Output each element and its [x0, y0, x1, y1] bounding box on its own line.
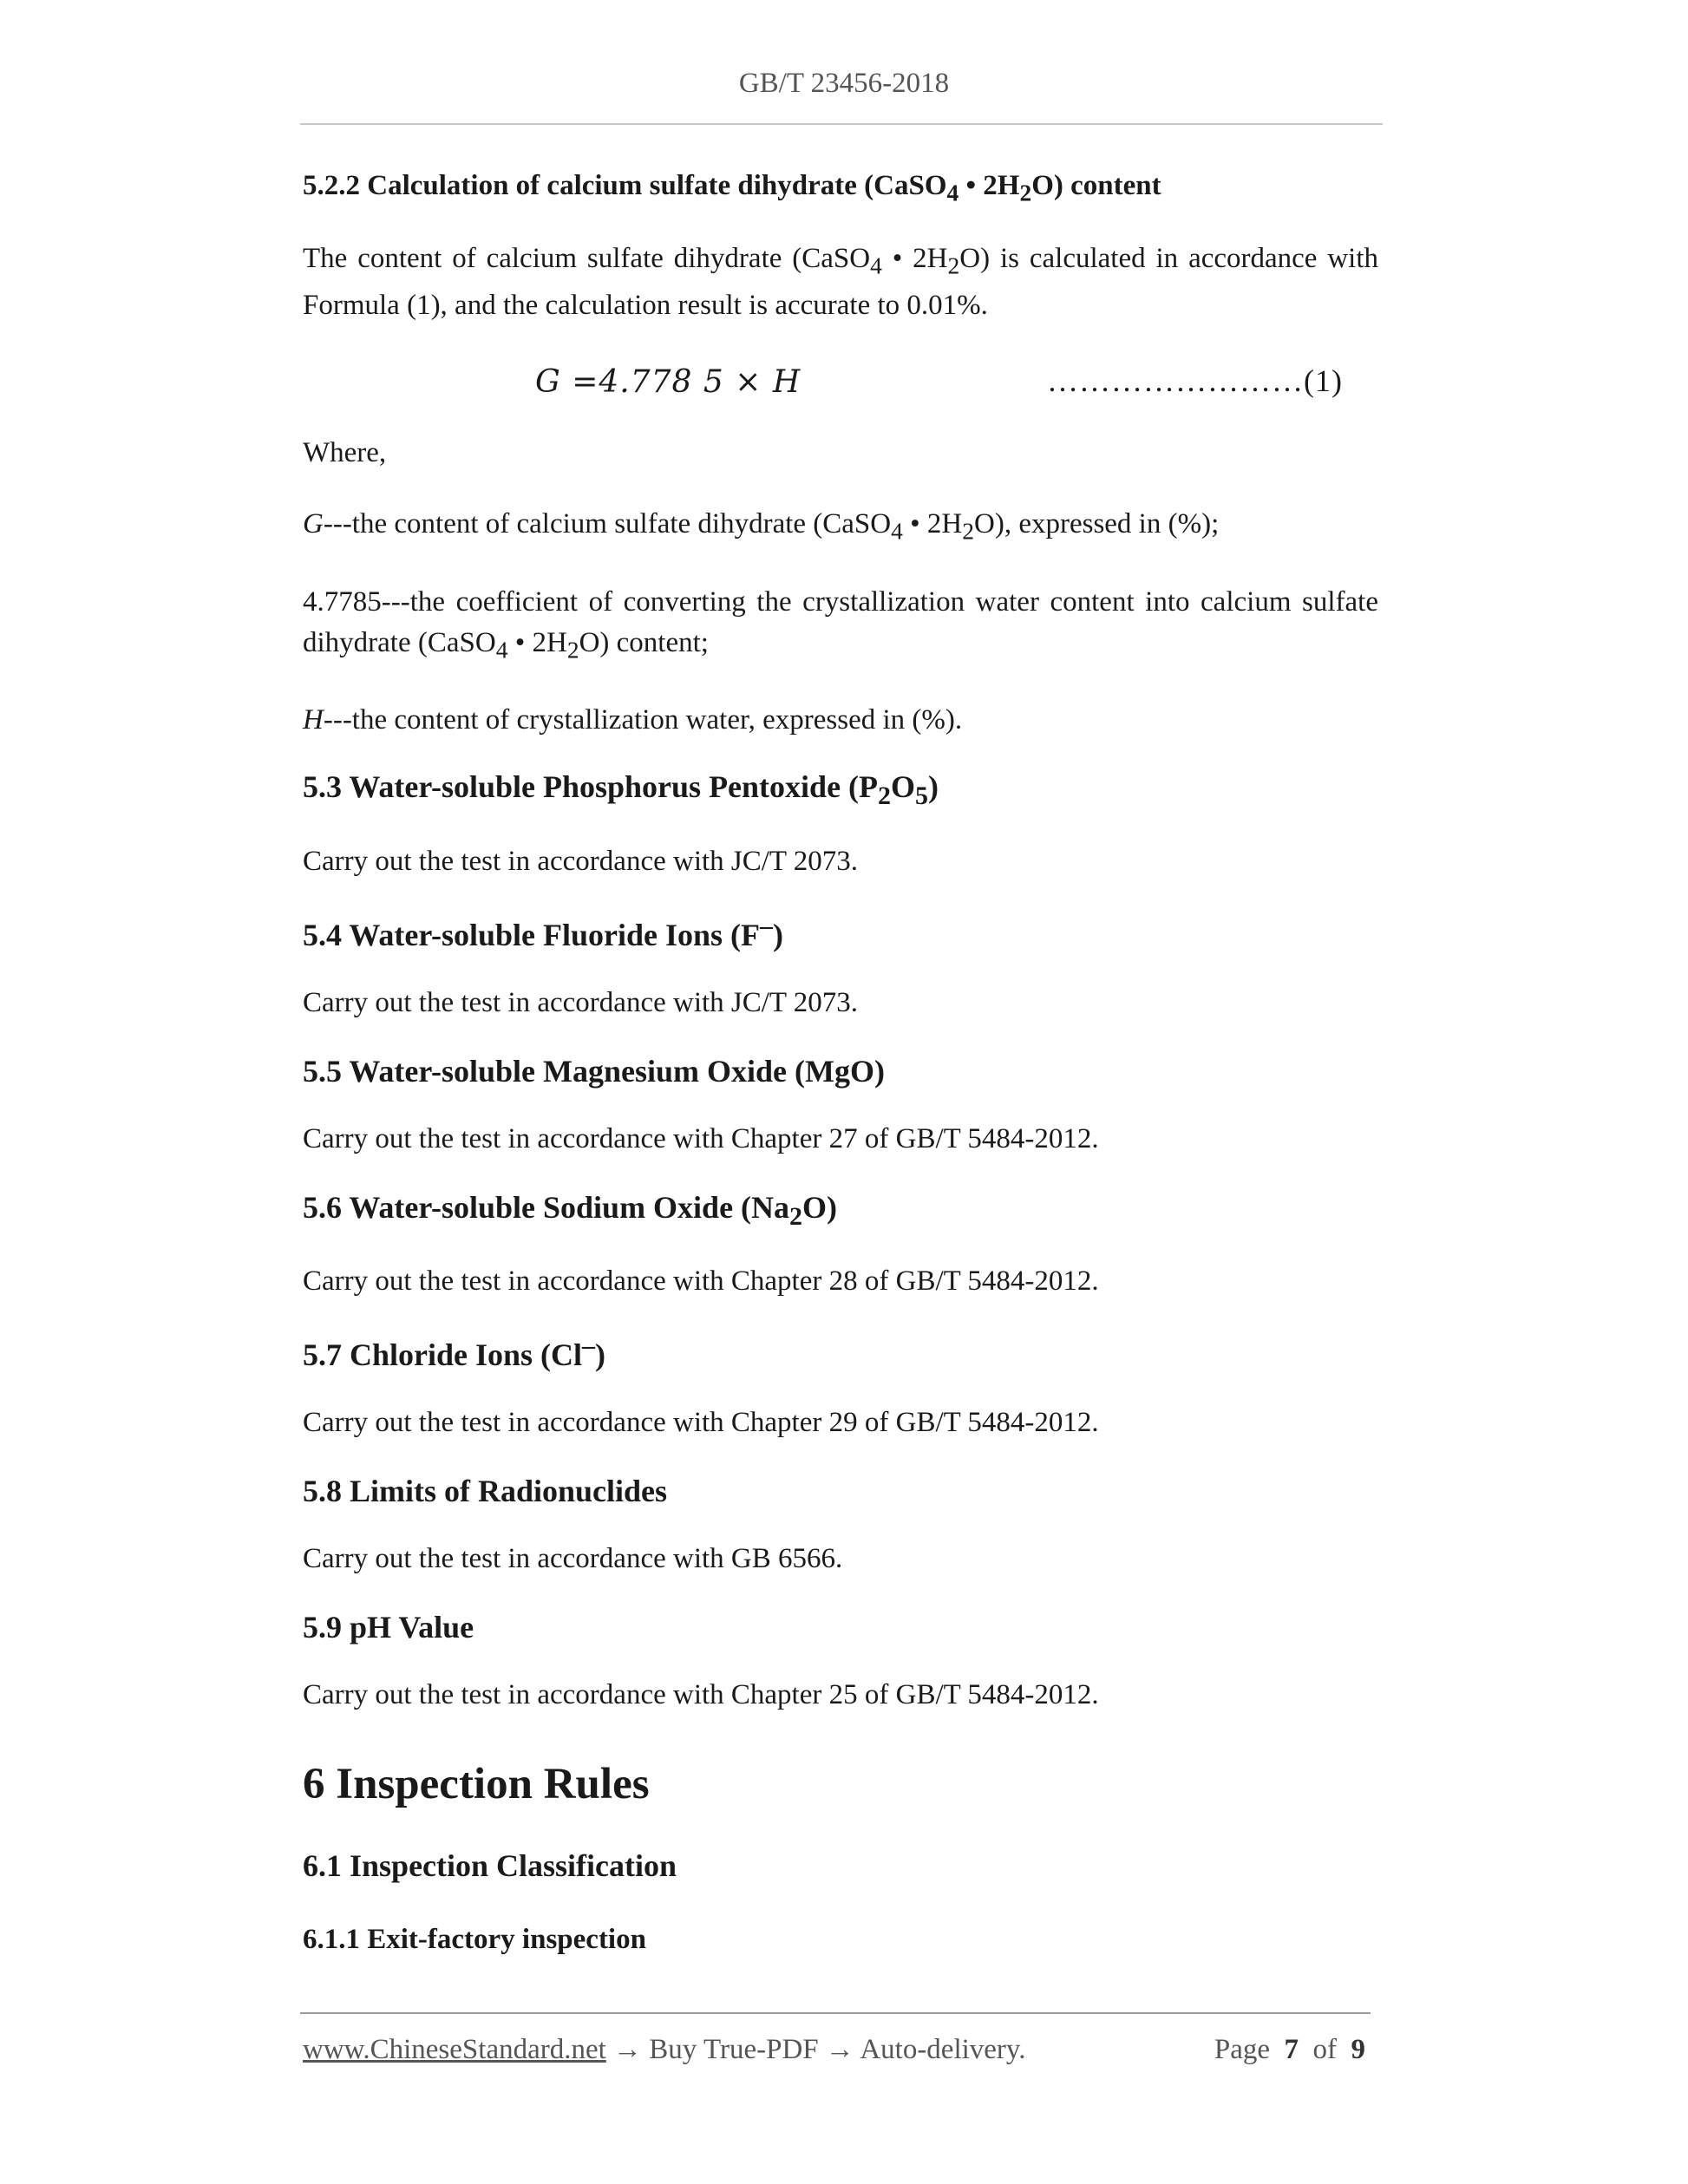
- footer-promo: www.ChineseStandard.net → Buy True-PDF → Auto-delivery.: [303, 2034, 1026, 2065]
- heading-5-8: 5.8 Limits of Radionuclides: [303, 1473, 668, 1508]
- heading-5-2-2: 5.2.2 Calculation of calcium sulfate dihydrate (CaSO$_4$ • $2H_2O$) content: [303, 170, 1161, 206]
- text-5-8: Carry out the test in accordance with GB 6566.: [303, 1542, 843, 1574]
- text-5-3: Carry out the test in accordance with JC/T 2073.: [303, 845, 858, 877]
- page-content: [303, 170, 1378, 1956]
- paragraph-5-2-2: The content of calcium sulfate dihydrate (CaSO$_4$ • $2H_2O$) is calculated in accordance with Formula (1), and the calculation result is accurate to 0.01%.: [303, 242, 1378, 322]
- delivery-text: Auto-delivery.: [860, 2034, 1026, 2065]
- header-divider: [300, 123, 1383, 125]
- heading-5-5: 5.5 Water-soluble Magnesium Oxide (MgO): [303, 1053, 885, 1089]
- formula-reference: ……………………(1): [1047, 363, 1343, 399]
- text-5-4: Carry out the test in accordance with JC/T 2073.: [303, 986, 858, 1018]
- text-5-5: Carry out the test in accordance with Chapter 27 of GB/T 5484-2012.: [303, 1122, 1099, 1154]
- definition-coefficient: 4.7785---the coefficient of converting the crystallization water content into calcium sulfate dihydrate (CaSO$_4$ • $2H_2O$) content;: [303, 585, 1378, 664]
- heading-6-1-1: 6.1.1 Exit-factory inspection: [303, 1923, 646, 1955]
- text-5-7: Carry out the test in accordance with Chapter 29 of GB/T 5484-2012.: [303, 1406, 1099, 1438]
- definition-g: G---the content of calcium sulfate dihydrate (CaSO$_4$ • $2H_2O$), expressed in (%);: [303, 508, 1220, 545]
- where-label: Where,: [303, 437, 387, 469]
- heading-5-6: 5.6 Water-soluble Sodium Oxide $(Na_2O)$: [303, 1189, 838, 1231]
- heading-5-4: 5.4 Water-soluble Fluoride Ions (F–): [303, 911, 784, 952]
- text-5-6: Carry out the test in accordance with Chapter 28 of GB/T 5484-2012.: [303, 1265, 1099, 1297]
- heading-6: 6 Inspection Rules: [303, 1759, 650, 1808]
- text-5-9: Carry out the test in accordance with Chapter 25 of GB/T 5484-2012.: [303, 1678, 1099, 1710]
- heading-5-7: 5.7 Chloride Ions (Cl–): [303, 1331, 606, 1372]
- footer-divider: [300, 2012, 1371, 2014]
- formula-expression: G =4.778 5 × H: [535, 364, 801, 401]
- definition-h: H---the content of crystallization water, expressed in (%).: [303, 704, 963, 736]
- page-number: Page 7 of 9: [1214, 2034, 1365, 2065]
- heading-5-9: 5.9 pH Value: [303, 1609, 474, 1645]
- buy-pdf-text: Buy True-PDF: [649, 2034, 819, 2065]
- website-link[interactable]: www.ChineseStandard.net: [303, 2034, 606, 2065]
- heading-6-1: 6.1 Inspection Classification: [303, 1847, 677, 1883]
- current-page: 7: [1284, 2034, 1299, 2065]
- total-pages: 9: [1351, 2034, 1365, 2065]
- running-header: GB/T 23456-2018: [738, 68, 950, 99]
- formula-1: [303, 364, 1378, 408]
- heading-5-3: 5.3 Water-soluble Phosphorus Pentoxide $(P_2O_5)$: [303, 769, 939, 811]
